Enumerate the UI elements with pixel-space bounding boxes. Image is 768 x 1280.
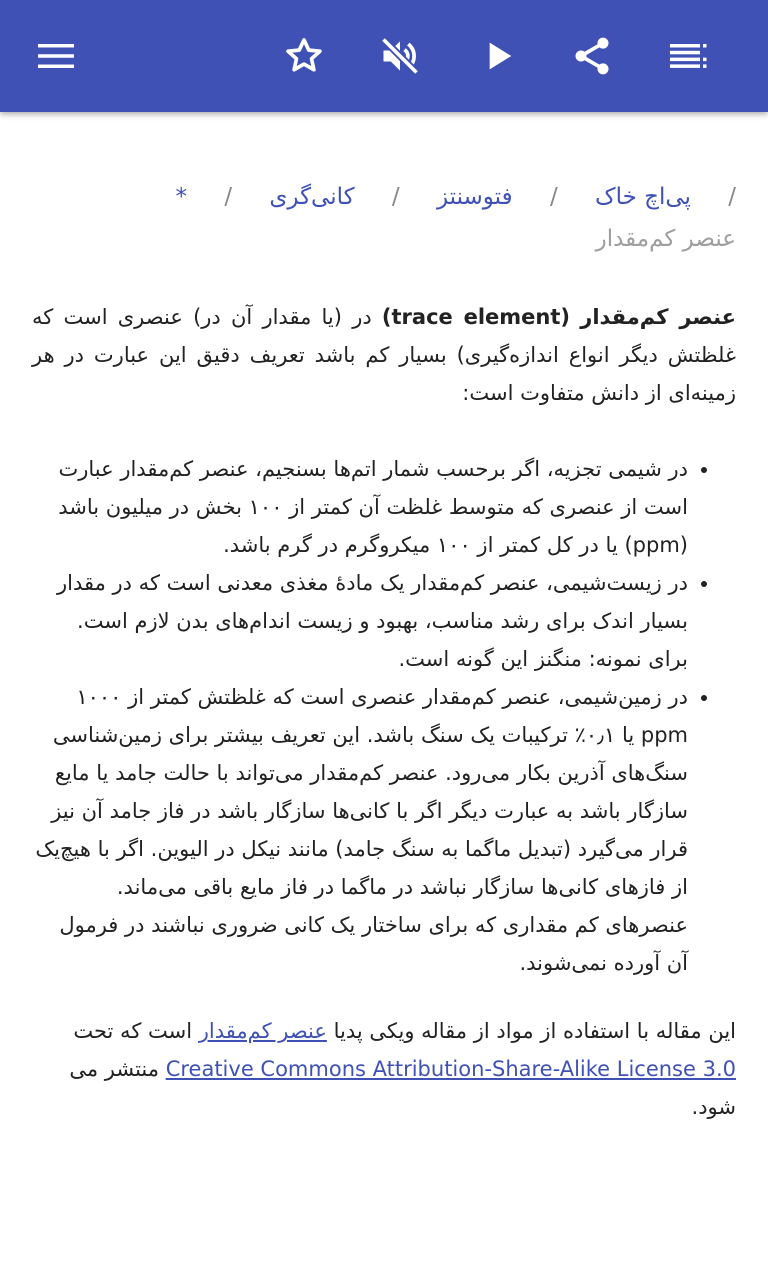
intro-english-term: (trace element) [381, 305, 571, 329]
license-footer [32, 1012, 736, 1126]
breadcrumb-separator: / [391, 184, 400, 210]
list-item: • در زیست‌شیمی، عنصر کم‌مقدار یک مادهٔ مغذی معدنی است که در مقدار بسیار اندک برای رشد مناسب، بهبود و زیست اندام‌های بدن لازم است. برای نمونه: منگنز این گونه است. [32, 564, 688, 678]
breadcrumb-item-home[interactable]: * [175, 184, 188, 210]
app-toolbar [0, 0, 768, 112]
menu-icon[interactable] [28, 28, 84, 84]
list-item: • در شیمی تجزیه، اگر برحسب شمار اتم‌ها بسنجیم، عنصر کم‌مقدار عبارت است از عنصری که متوسط غلظت آن کمتر از ۱۰۰ بخش در میلیون باشد (ppm) یا در کل کمتر از ۱۰۰ میکروگرم در گرم باشد. [32, 450, 688, 564]
share-icon[interactable] [564, 28, 620, 84]
footer-text-middle: است که تحت [73, 1019, 199, 1043]
wikipedia-article-link[interactable]: عنصر کم‌مقدار [198, 1019, 327, 1043]
footer-text-before: این مقاله با استفاده از مواد از مقاله ویکی پدیا [326, 1019, 736, 1043]
intro-text: در (یا مقدار آن در) عنصری است که غلظتش دیگر انواع اندازه‌گیری) بسیار کم باشد تعریف دقیق این عبارت در هر زمینه‌ای از دانش متفاوت است: [32, 305, 736, 405]
breadcrumb-separator: / [549, 184, 558, 210]
breadcrumb-separator: / [224, 184, 233, 210]
breadcrumb-item-photosynthesis[interactable]: فتوسنتز [436, 184, 513, 210]
list-item: • در زمین‌شیمی، عنصر کم‌مقدار عنصری است که غلظتش کمتر از ۱۰۰۰ ppm یا ۰٫۱٪ ترکیبات یک سنگ باشد. این تعریف بیشتر برای زمین‌شناسی سنگ‌های آذرین بکار می‌رود. عنصر کم‌مقدار می‌تواند با حالت جامد یا مایع سازگار باشد به عبارت دیگر اگر با کانی‌ها سازگار باشد در فاز جامد آن نیز قرار می‌گیرد (تبدیل ماگما به سنگ جامد) مانند نیکل در الیوین. اگر با هیچ‌یک از فازهای کانی‌ها سازگار نباشد در ماگما در فاز مایع باقی می‌ماند. عنصرهای کم مقداری که برای ساختار یک کانی ضروری نباشند در فرمول آن آورده نمی‌شوند. [32, 678, 688, 982]
breadcrumb [32, 176, 736, 260]
star-icon[interactable] [276, 28, 332, 84]
play-icon[interactable] [470, 28, 526, 84]
license-link[interactable]: Creative Commons Attribution-Share-Alike License 3.0 [165, 1057, 736, 1081]
definition-list [32, 450, 736, 982]
intro-bold-term: عنصر کم‌مقدار [580, 305, 736, 329]
article-content [32, 176, 736, 1126]
breadcrumb-current-page: عنصر کم‌مقدار [595, 226, 736, 252]
volume-off-icon[interactable] [372, 28, 428, 84]
footer-text-after: منتشر می شود. [69, 1057, 736, 1119]
article-intro [32, 298, 736, 412]
breadcrumb-item-soil-ph[interactable]: پی‌اچ خاک [595, 184, 691, 210]
breadcrumb-item-mineralogy[interactable]: کانی‌گری [269, 184, 355, 210]
toc-icon[interactable] [660, 28, 716, 84]
breadcrumb-separator: / [728, 184, 736, 210]
